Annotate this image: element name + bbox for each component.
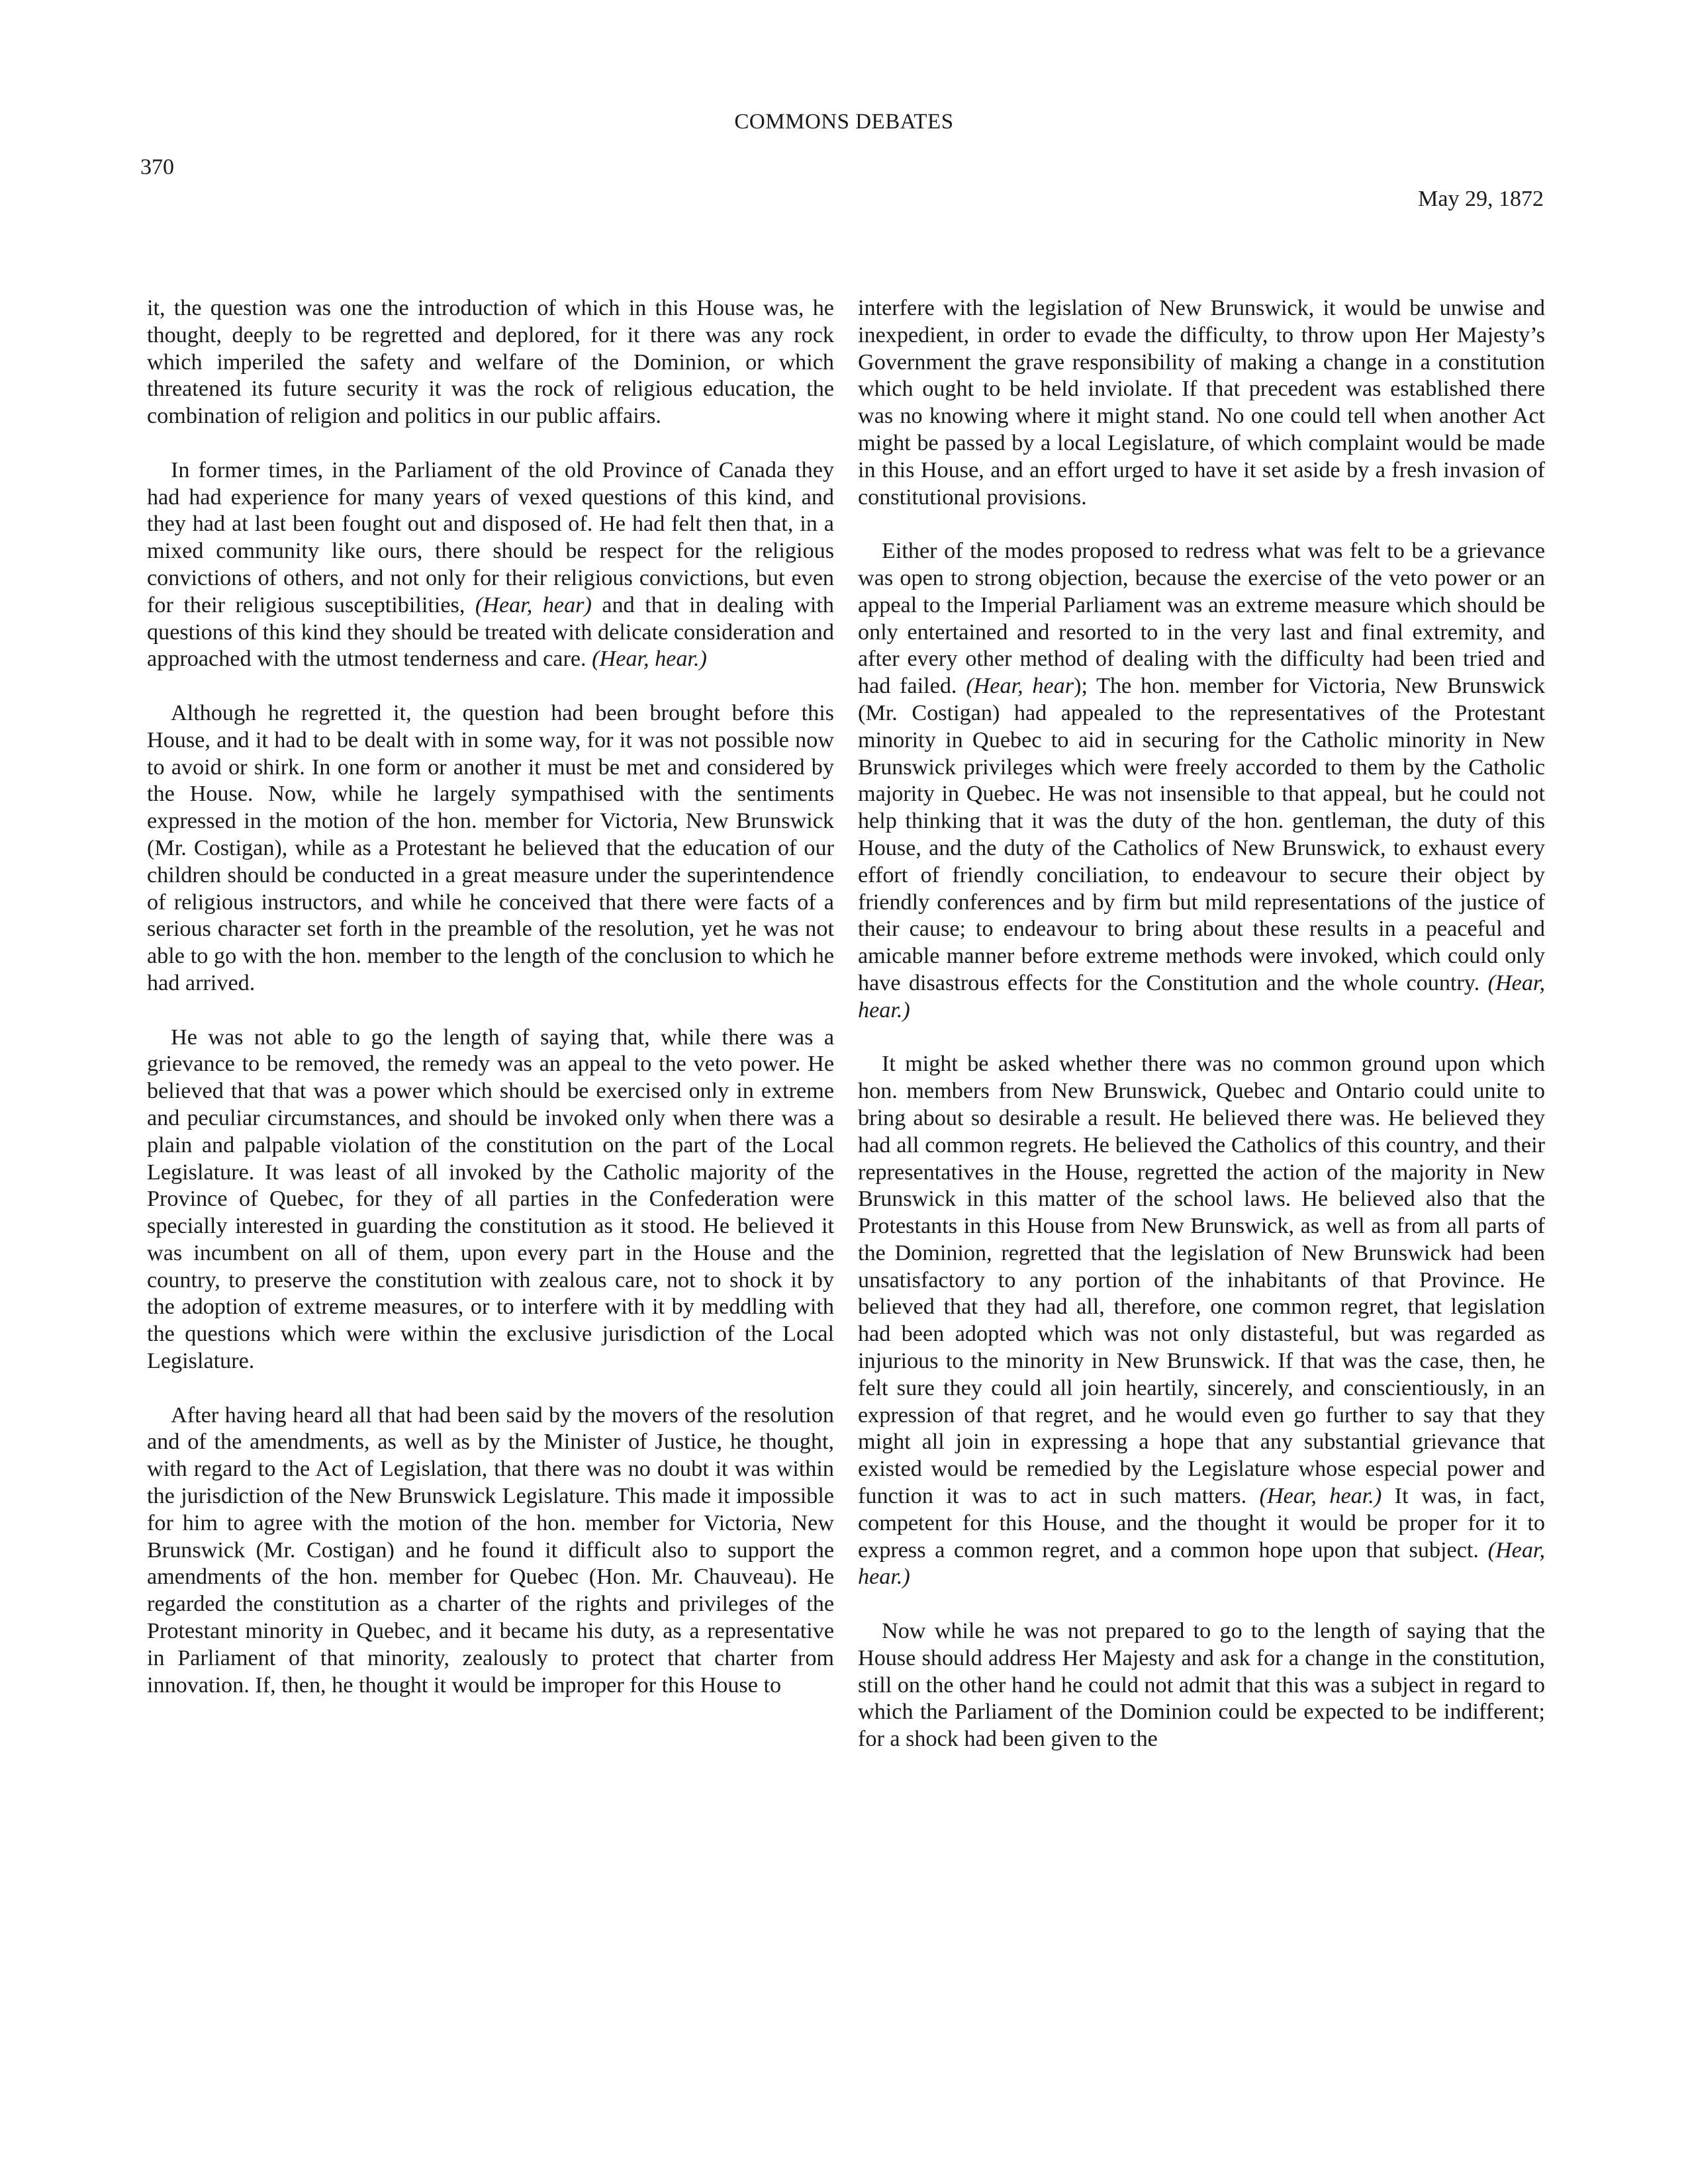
paragraph-text: In former times, in the Parliament of the old Province of Canada they had had experience for many years of vexed questions of this kind, and they had at last been fought out and disposed of. He had felt then that, in a mixed community like ours, there should be respect for the religious convictions of others, and not only for their religious convictions, but even for their religious susceptibilities, xyxy=(147,457,834,617)
paragraph-text: it, the question was one the introduction of which in this House was, he thought, deeply to be regretted and deplored, for it there was any rock which imperiled the safety and welfare of the Dominion, or which threatened its future security it was the rock of religious education, the combination of religion and politics in our public affairs. xyxy=(147,296,834,429)
paragraph xyxy=(147,1024,834,1375)
paragraph xyxy=(147,457,834,673)
paragraph-text: Although he regretted it, the question had been brought before this House, and it had to be dealt with in some way, for it was not possible now to avoid or shirk. In one form or another it must be met and considered by the House. Now, while he largely sympathised with the sentiments expressed in the motion of the hon. member for Victoria, New Brunswick (Mr. Costigan), while as a Protestant he believed that the education of our children should be conducted in a great measure under the superintendence of religious instructors, and while he conceived that there were facts of a serious character set forth in the preamble of the resolution, yet he was not able to go with the hon. member to the length of the conclusion to which he had arrived. xyxy=(147,700,834,995)
paragraph-text: and that in dealing with questions of this kind they should be treated with delicate consideration and approached with the utmost tenderness and care. xyxy=(147,592,835,672)
interjection: (Hear, hear.) xyxy=(1259,1484,1382,1509)
paragraph-text: After having heard all that had been said by the movers of the resolution and of the amendments, as well as by the Minister of Justice, he thought, with regard to the Act of Legislation, that there was no doubt it was within the jurisdiction of the New Brunswick Legislature. This made it impossible for him to agree with the motion of the hon. member for Victoria, New Brunswick (Mr. Costigan) and he found it difficult also to support the amendments of the hon. member for Quebec (Hon. Mr. Chauveau). He regarded the constitution as a charter of the rights and privileges of the Protestant minority in Quebec, and it became his duty, as a representative in Parliament of that minority, zealously to protect that charter from innovation. If, then, he thought it would be improper for this House to xyxy=(147,1402,834,1698)
interjection: (Hear, hear.) xyxy=(858,1537,1545,1590)
debate-date: May 29, 1872 xyxy=(1418,187,1544,211)
interjection: (Hear, hear.) xyxy=(858,970,1545,1023)
paragraph-text: interfere with the legislation of New Brunswick, it would be unwise and inexpedient, in order to evade the difficulty, to throw upon Her Majesty’s Government the grave responsibility of making a change in a constitution which ought to be held inviolate. If that precedent was established there was no knowing where it might stand. No one could tell when another Act might be passed by a local Legislature, of which complaint would be made in this House, and an effort urged to have it set aside by a fresh invasion of constitutional provisions. xyxy=(858,296,1545,510)
paragraph xyxy=(858,295,1545,511)
paragraph-text: Either of the modes proposed to redress what was felt to be a grievance was open to strong objection, because the exercise of the veto power or an appeal to the Imperial Parliament was an extreme measure which should be only entertained and resorted to in the very last and final extremity, and after every other method of dealing with the difficulty had been tried and had failed. xyxy=(858,539,1545,699)
paragraph-text: ); The hon. member for Victoria, New Brunswick (Mr. Costigan) had appealed to the representatives of the Protestant minority in Quebec to aid in securing for the Catholic minority in New Brunswick privileges which were freely accorded to them by the Catholic majority in Quebec. He was not insensible to that appeal, but he could not help thinking that it was the duty of the hon. gentleman, the duty of this House, and the duty of the Catholics of New Brunswick, to exhaust every effort of friendly conciliation, to endeavour to secure their object by friendly conferences and by firm but mild representations of the justice of their cause; to endeavour to bring about these results in a peaceful and amicable manner before extreme methods were invoked, which could only have disastrous effects for the Constitution and the whole country. xyxy=(858,674,1545,995)
interjection: (Hear, hear.) xyxy=(592,647,707,672)
right-column xyxy=(858,295,1545,1780)
left-column xyxy=(147,295,834,1726)
page-number: 370 xyxy=(140,155,174,179)
paragraph xyxy=(858,1051,1545,1591)
paragraph-text: Now while he was not prepared to go to the length of saying that the House should address Her Majesty and ask for a change in the constitution, still on the other hand he could not admit that this was a subject in regard to which the Parliament of the Dominion could be expected to be indifferent; for a shock had been given to the xyxy=(858,1619,1545,1752)
running-title: COMMONS DEBATES xyxy=(734,110,954,134)
paragraph xyxy=(858,1618,1545,1753)
paragraph-text: It was, in fact, competent for this House, and the thought it would be proper for it to express a common regret, and a common hope upon that subject. xyxy=(858,1484,1546,1563)
paragraph-text: It might be asked whether there was no common ground upon which hon. members from New Brunswick, Quebec and Ontario could unite to bring about so desirable a result. He believed there was. He believed they had all common regrets. He believed the Catholics of this country, and their representatives in the House, regretted the action of the majority in New Brunswick in this matter of the school laws. He believed also that the Protestants in this House from New Brunswick, as well as from all parts of the Dominion, regretted that the legislation of New Brunswick had been unsatisfactory to any portion of the inhabitants of that Province. He believed that they had all, therefore, one common regret, that legislation had been adopted which was not only distasteful, but was regarded as injurious to the minority in New Brunswick. If that was the case, then, he felt sure they could all join heartily, sincerely, and conscientiously, in an expression of that regret, and he would even go further to say that they might all join in expressing a hope that any substantial grievance that existed would be remedied by the Legislature whose especial power and function it was to act in such matters. xyxy=(858,1052,1545,1509)
paragraph xyxy=(147,1402,834,1700)
interjection: (Hear, hear) xyxy=(475,592,592,617)
interjection: (Hear, hear xyxy=(966,674,1074,699)
paragraph-text: He was not able to go the length of saying that, while there was a grievance to be removed, the remedy was an appeal to the veto power. He believed that that was a power which should be exercised only in extreme and peculiar circumstances, and should be invoked only when there was a plain and palpable violation of the constitution on the part of the Local Legislature. It was least of all invoked by the Catholic majority of the Province of Quebec, for they of all parties in the Confederation were specially interested in guarding the constitution as it stood. He believed it was incumbent on all of them, upon every part in the House and the country, to preserve the constitution with zealous care, not to shock it by the adoption of extreme measures, or to interfere with it by meddling with the questions which were within the exclusive jurisdiction of the Local Legislature. xyxy=(147,1024,834,1374)
paragraph xyxy=(147,700,834,997)
paragraph xyxy=(147,295,834,430)
paragraph xyxy=(858,538,1545,1024)
